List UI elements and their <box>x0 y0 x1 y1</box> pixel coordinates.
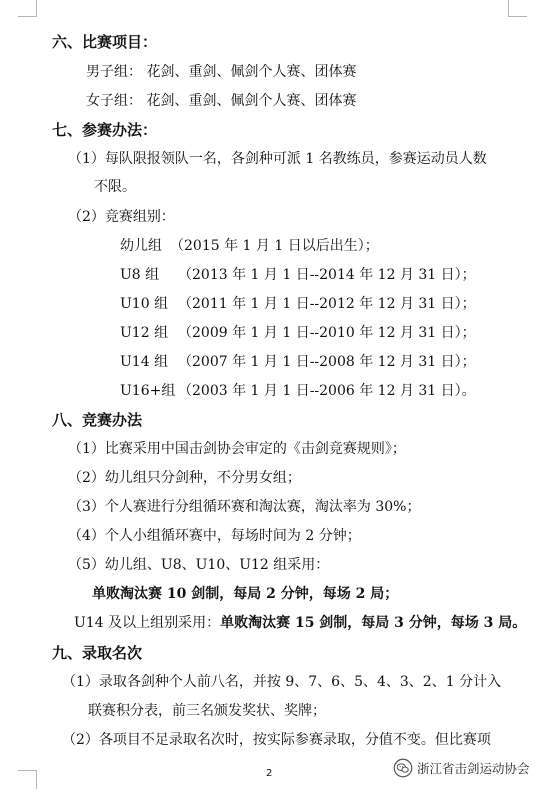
section-7-heading: 七、参赛办法： <box>52 121 158 139</box>
competition-rule: （5）幼儿组、U8、U10、U12 组采用： <box>68 557 330 573</box>
watermark-text: 浙江省击剑运动协会 <box>417 761 530 776</box>
group-name: U10 组 <box>120 296 169 312</box>
section-8-heading: 八、竞赛办法 <box>52 411 143 429</box>
knockout-rule-senior-prefix: U14 及以上组别采用： <box>74 615 221 631</box>
ranking-rule-1: （1）录取各剑种个人前八名，并按 9、7、6、5、4、3、2、1 分计入 <box>62 674 502 690</box>
crop-mark-top-left <box>18 0 37 17</box>
group-birth-range: （2015 年 1 月 1 日以后出生）； <box>170 238 379 254</box>
entry-rule-2: （2）竞赛组别： <box>68 209 175 225</box>
group-name: U8 组 <box>120 267 160 283</box>
section-6-heading: 六、比赛项目： <box>52 33 158 51</box>
group-birth-range: （2003 年 1 月 1 日--2006 年 12 月 31 日）。 <box>178 383 476 399</box>
competition-rule: （2）幼儿组只分剑种，不分男女组； <box>68 470 301 486</box>
group-name: 幼儿组 <box>120 238 162 254</box>
ranking-rule-1-continued: 联赛积分表，前三名颁发奖状、奖牌； <box>88 703 326 719</box>
competition-rule: （3）个人赛进行分组循环赛和淘汰赛，淘汰率为 30%； <box>68 499 421 515</box>
male-events: 男子组： 花剑、重剑、佩剑个人赛、团体赛 <box>86 64 357 80</box>
knockout-rule-junior: 单败淘汰赛 10 剑制，每局 2 分钟，每场 2 局； <box>92 586 399 602</box>
group-birth-range: （2011 年 1 月 1 日--2012 年 12 月 31 日）； <box>178 296 476 312</box>
group-name: U16+组 <box>120 383 176 399</box>
group-birth-range: （2009 年 1 月 1 日--2010 年 12 月 31 日）； <box>178 325 476 341</box>
entry-rule-1: （1）每队限报领队一名，各剑种可派 1 名教练员，参赛运动员人数 <box>68 151 487 167</box>
page-number: 2 <box>266 768 273 779</box>
group-birth-range: （2013 年 1 月 1 日--2014 年 12 月 31 日）； <box>178 267 476 283</box>
knockout-rule-senior-detail: 单败淘汰赛 15 剑制，每局 3 分钟，每场 3 局。 <box>220 615 527 631</box>
female-events: 女子组： 花剑、重剑、佩剑个人赛、团体赛 <box>86 93 357 109</box>
wechat-icon <box>393 758 413 778</box>
knockout-rule-senior <box>74 614 526 632</box>
crop-mark-top-right <box>508 0 527 17</box>
group-birth-range: （2007 年 1 月 1 日--2008 年 12 月 31 日）； <box>178 354 476 370</box>
section-9-heading: 九、录取名次 <box>52 644 143 662</box>
ranking-rule-2: （2）各项目不足录取名次时，按实际参赛录取，分值不变。但比赛项 <box>62 732 491 748</box>
competition-rule: （1）比赛采用中国击剑协会审定的《击剑竞赛规则》； <box>68 441 406 457</box>
group-name: U14 组 <box>120 354 169 370</box>
group-name: U12 组 <box>120 325 169 341</box>
crop-mark-bottom-left <box>18 770 37 789</box>
watermark <box>393 758 530 778</box>
entry-rule-1-continued: 不限。 <box>94 179 136 195</box>
competition-rule: （4）个人小组循环赛中，每场时间为 2 分钟； <box>68 528 361 544</box>
